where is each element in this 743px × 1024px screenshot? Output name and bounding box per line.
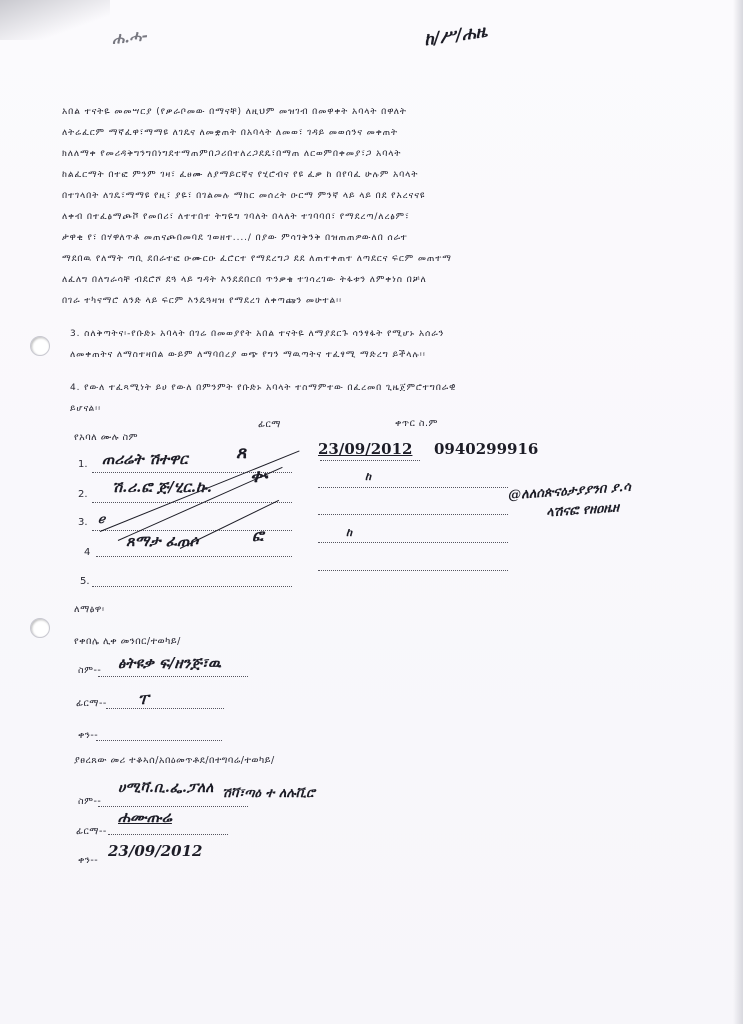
member-name: ጠሪሬት ሽተዋር bbox=[102, 450, 188, 468]
approver-signature-label: ፊርማ-- bbox=[76, 826, 107, 837]
recipient-name-line bbox=[98, 676, 248, 677]
side-note-line-2: ላሽናፎ የዘዐዜዘ bbox=[545, 500, 620, 521]
recipient-date-line bbox=[96, 740, 222, 741]
approver-name-label: ስም-- bbox=[78, 796, 102, 807]
row-number: 4 bbox=[84, 547, 91, 558]
recipient-name-value: ፅትዩቃ ፍ/ዘንጅ፣ዉ bbox=[118, 654, 221, 672]
paragraph-line: ለትሬፈርም ማኛፈዋ፣ማማዩ ለገዴና ለመቋጠት በአባላት ለመወ፣ ገዳይ መወሰንና መቀጠት bbox=[62, 128, 399, 138]
recipient-date-label: ቀን-- bbox=[78, 730, 99, 741]
member-signature: ቍ bbox=[250, 466, 268, 487]
date-line bbox=[318, 514, 508, 515]
name-line bbox=[92, 586, 292, 587]
section-4-line: ይሆናል፡፡ bbox=[70, 404, 102, 414]
name-line bbox=[92, 502, 292, 503]
member-name: ጸማታ ፈጠሶ bbox=[126, 532, 199, 550]
header-member-name: የአባለ ሙሉ ስም bbox=[74, 432, 138, 443]
row-number: 3. bbox=[78, 517, 88, 528]
punch-hole-bottom bbox=[30, 618, 50, 638]
section-3-line: ለመቀጠትና ለማስተዛበል ውይም ለማባበረያ ወጭ የግን ማዉጣትና ተፈፃሚ ማድረግ ይችላሉ፡፡ bbox=[70, 350, 426, 360]
paragraph-line: ታዋቂ የ፣ በሃዋለጥቶ መጠናጮበመባደ ገወዘተ..../ በያው ምሳገቅንቅ በዝጠጠዎውለበ ሰራተ bbox=[62, 233, 408, 243]
approver-date-value: 23/09/2012 bbox=[108, 842, 203, 860]
scribble-mark: ℯ bbox=[98, 512, 106, 526]
member-name: ሽ.ሪ.ፎ ጅ/ሂር.ኩ. bbox=[112, 478, 212, 496]
scan-shadow-right bbox=[733, 0, 743, 1024]
member-date: 23/09/2012 bbox=[318, 440, 413, 458]
paragraph-line: በተገላበት ለገዴ፣ማማዩ የዚ፣ ያዬ፣ በገልመሉ ማክር መሰረት ዑርማ ምንኛ ላይ ላይ በደ የአረናናዩ bbox=[62, 191, 426, 201]
date-line bbox=[320, 460, 420, 461]
recipient-signature-label: ፊርማ-- bbox=[76, 698, 107, 709]
approver-date-label: ቀን-- bbox=[78, 855, 99, 866]
section-4-line: 4. የውለ ተፈጻሚነት ይሀ የውለ በምንምት የቡድኑ አባላት ተስማምተው በፈረመበ ጊዜጀምሮተግበራዊ bbox=[70, 383, 457, 393]
recipient-name-label: ስም-- bbox=[78, 665, 102, 676]
member-signature: ፎ bbox=[252, 526, 264, 545]
side-note-line-1: @ለለሰጵናዕታያያንበ ያ.ሳ bbox=[507, 479, 632, 504]
header-phone: ቀጥር ስ.ም bbox=[395, 418, 438, 429]
paragraph-line: ለቀብ በተፈፅማጮቮ የመበሪ፣ ለተተበተ ትግዬግ ገባለት በላለት ተገባባበ፣ የማደረጣ/ለረፅም፣ bbox=[62, 212, 410, 222]
recipient-role: የቀበሌ ሊቀ መንበር/ተወካይ/ bbox=[74, 636, 181, 647]
approval-heading: ለማፅዋ፡ bbox=[74, 604, 105, 615]
recipient-signature-line bbox=[106, 708, 224, 709]
approver-name-line bbox=[98, 806, 248, 807]
member-signature: ጸ bbox=[236, 442, 247, 463]
top-left-mark: ሐ.ሓ- bbox=[111, 26, 149, 48]
member-phone: 0940299916 bbox=[434, 440, 539, 458]
paragraph-line: አበል ተናትዬ መመሣርያ (የቃራቦመው በማናቸ) ለዚህም መዝገብ በመዋቀት አባላት በዋለት bbox=[62, 107, 407, 117]
member-date: ከ bbox=[365, 470, 372, 483]
approver-name-value-2: ሽቫ፣ጣዕ ተ ለሉቪሮ bbox=[222, 786, 315, 801]
row-number: 5. bbox=[80, 576, 90, 587]
approver-signature-value: ሐሙጡሬ bbox=[118, 808, 172, 826]
punch-hole-top bbox=[30, 336, 50, 356]
header-signature: ፊርማ bbox=[258, 419, 281, 430]
date-line bbox=[318, 542, 508, 543]
row-number: 1. bbox=[78, 459, 88, 470]
recipient-signature-value: ፐ bbox=[138, 690, 149, 708]
paragraph-line: ለፈለግ በለግራሳቸ ብደሮሾ ደጓ ላይ ግዳት እንደደበርበ ጥንቃቄ ተገሳረገው ትፋቱን ለምቀነስ በቻለ bbox=[62, 275, 427, 285]
date-line bbox=[318, 570, 508, 571]
paragraph-line: ከልፈርማት በተፎ ምንም ገዛ፣ ፈፀሙ ለያማይርኛና የሂሮብና የዩ ፈቃ ከ በየባፈ ሁሉም አባላት bbox=[62, 170, 419, 180]
member-date: ከ bbox=[346, 526, 353, 539]
paragraph-line: ክለለማቀ የመሪዳቅግንግበነግደተማጠምበጋሪበተለረጋደዴ፣በማጠ ለርወምበቀመያ፣ጋ አባላት bbox=[62, 149, 402, 159]
approver-signature-line bbox=[108, 834, 228, 835]
name-line bbox=[96, 556, 292, 557]
paragraph-line: በገራ ተካናማሮ ለንድ ላይ ፍርም እንዴጓዛዝ የማደረገ ለቀጣጩን መሁተል፡፡ bbox=[62, 296, 343, 306]
row-number: 2. bbox=[78, 489, 88, 500]
section-3-line: 3. ስለቅጣትና፡-የቡድኑ አባላት በገሬ በመወያየት አበል ተናትዬ ለማያደርጉ ሳንፃፋት የሚሆኑ አሰራን bbox=[70, 329, 445, 339]
approver-name-value: ሀሚቫ.ቢ.ፌ.ፓለለ bbox=[118, 780, 214, 796]
approver-role: ያፀረጸው መሪ ተቆኣሰ/አበዕመጥቶደ/በተግባሬ/ተወካይ/ bbox=[74, 755, 275, 766]
date-line bbox=[318, 487, 508, 488]
scan-shadow-top bbox=[0, 0, 110, 40]
paragraph-line: ማደበዉ የለማት ጣቢ ደበራተፎ ዑሙርዑ ፈሮርተ የማደረግጋ ደደ ለጠተቀጠተ ለጣደርና ፍርም መጠተማ bbox=[62, 254, 452, 264]
top-right-mark: ከ/ሥ/ሐዜ bbox=[422, 21, 489, 51]
